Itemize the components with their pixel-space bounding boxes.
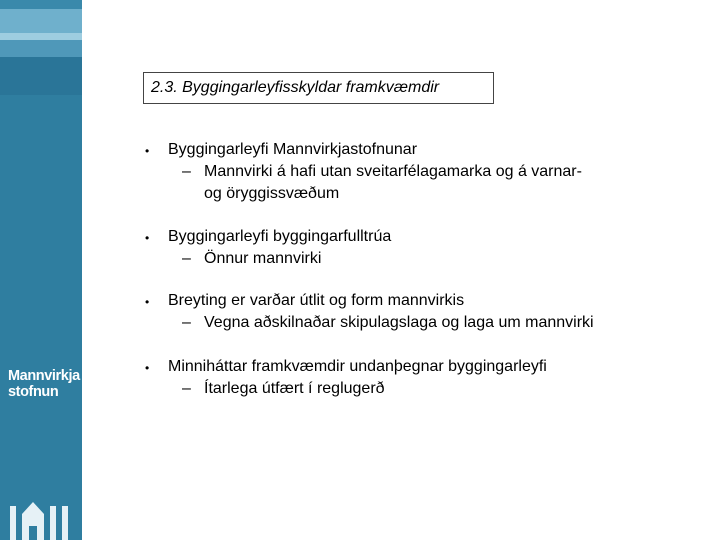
sub-bullet-item: Ítarlega útfært í reglugerð: [204, 380, 385, 397]
sub-bullet-item: Vegna aðskilnaðar skipulagslaga og laga um mannvirki: [204, 314, 594, 331]
bullet-icon: •: [145, 231, 150, 245]
brand-logo-icon: [10, 496, 74, 540]
sidebar-stripe: [0, 0, 82, 9]
sub-bullet-item-continued: og öryggissvæðum: [204, 185, 340, 202]
brand-sidebar: [0, 0, 82, 540]
bullet-item: Breyting er varðar útlit og form mannvirkis: [168, 292, 465, 309]
brand-name-line1: Mannvirkja: [8, 368, 80, 384]
sidebar-stripe: [0, 33, 82, 40]
brand-logo-text: [8, 368, 80, 400]
bullet-item: Byggingarleyfi Mannvirkjastofnunar: [168, 141, 418, 158]
bullet-item: Minniháttar framkvæmdir undanþegnar byggingarleyfi: [168, 358, 547, 375]
sub-bullet-icon: –: [182, 380, 191, 397]
sidebar-stripe: [0, 57, 82, 95]
bullet-icon: •: [145, 295, 150, 309]
sub-bullet-item: Önnur mannvirki: [204, 250, 322, 267]
sub-bullet-icon: –: [182, 163, 191, 180]
slide-title: 2.3. Byggingarleyfisskyldar framkvæmdir: [151, 79, 440, 96]
sidebar-stripe: [0, 9, 82, 33]
sub-bullet-icon: –: [182, 314, 191, 331]
slide-title-box: [143, 72, 494, 104]
sub-bullet-icon: –: [182, 250, 191, 267]
sidebar-stripe: [0, 40, 82, 57]
sub-bullet-item: Mannvirki á hafi utan sveitarfélagamarka og á varnar-: [204, 163, 582, 180]
bullet-item: Byggingarleyfi byggingarfulltrúa: [168, 228, 392, 245]
bullet-icon: •: [145, 144, 150, 158]
brand-name-line2: stofnun: [8, 384, 59, 400]
bullet-icon: •: [145, 361, 150, 375]
